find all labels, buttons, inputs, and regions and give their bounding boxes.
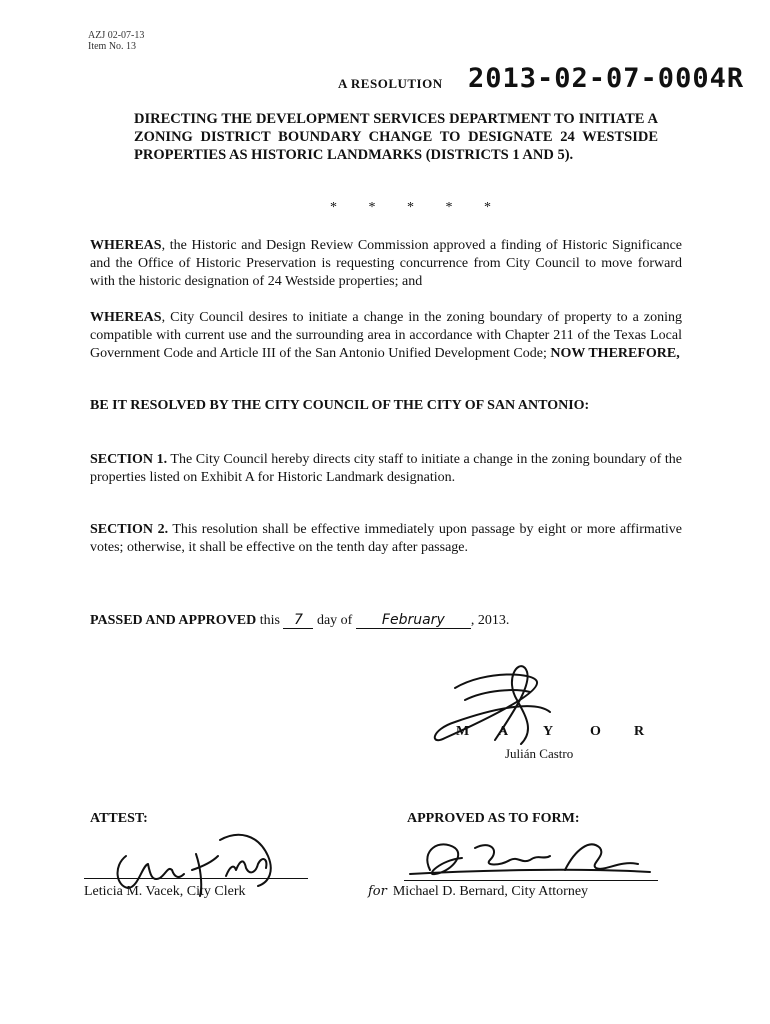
section-label: SECTION 2. — [90, 522, 169, 537]
whereas-label: WHEREAS — [90, 310, 162, 325]
section-1 — [90, 451, 682, 487]
mayor-letter: M — [456, 724, 470, 739]
attorney-name: Michael D. Bernard, City Attorney — [392, 884, 589, 899]
mayor-letter: R — [634, 724, 645, 739]
document-meta — [88, 30, 144, 52]
section-label: SECTION 1. — [90, 452, 168, 467]
mayor-letter: A — [498, 724, 509, 739]
resolution-label: A RESOLUTION — [338, 76, 443, 91]
now-therefore: NOW THEREFORE, — [550, 346, 680, 361]
item-number: Item No. 13 — [88, 41, 137, 52]
attorney-line — [368, 884, 588, 900]
mayor-letter: Y — [543, 724, 554, 739]
section-2 — [90, 521, 682, 557]
agenda-reference: AZJ 02-07-13 — [88, 30, 145, 41]
passed-year: , 2013. — [470, 613, 510, 628]
resolved-heading: BE IT RESOLVED BY THE CITY COUNCIL OF THE CITY OF SAN ANTONIO: — [90, 398, 590, 413]
section-text: This resolution shall be effective immediately upon passage by eight or more affirmative votes; otherwise, it shall be effective on the tenth day after passage. — [90, 522, 682, 555]
passed-label: PASSED AND APPROVED — [90, 613, 257, 628]
section-text: The City Council hereby directs city staff to initiate a change in the zoning boundary of the properties listed on Exhibit A for Historic Landmark designation. — [90, 452, 682, 485]
attorney-signature — [400, 830, 660, 890]
passed-approved-line — [90, 612, 509, 629]
separator-stars: * * * * * — [330, 200, 505, 215]
approved-as-to-form-label: APPROVED AS TO FORM: — [407, 811, 580, 826]
whereas-label: WHEREAS — [90, 238, 162, 253]
resolution-title: DIRECTING THE DEVELOPMENT SERVICES DEPARTMENT TO INITIATE A ZONING DISTRICT BOUNDARY CHANGE TO DESIGNATE 24 WESTSIDE PROPERTIES AS HISTORIC LANDMARKS (DISTRICTS 1 AND 5). — [134, 111, 658, 163]
month-value: February — [356, 612, 471, 629]
clerk-name: Leticia M. Vacek, City Clerk — [84, 884, 246, 899]
passed-day-of: day of — [313, 613, 353, 628]
day-value: 7 — [283, 612, 313, 629]
whereas-paragraph-2 — [90, 309, 682, 363]
mayor-name: Julián Castro — [505, 746, 574, 761]
clerk-signature-line — [84, 878, 308, 879]
whereas-text: , the Historic and Design Review Commission approved a finding of Historic Significance and the Office of Historic Preservation is requesting concurrence from City Council to move forward with the historic designation of 24 Westside properties; and — [90, 238, 682, 289]
mayor-letter: O — [590, 724, 601, 739]
attest-label: ATTEST: — [90, 811, 148, 826]
whereas-text: , City Council desires to initiate a change in the zoning boundary of property to a zoning compatible with current use and the surrounding area in accordance with Chapter 211 of the Texas Local Government Code and Article III of the San Antonio Unified Development Code; — [90, 310, 682, 361]
attorney-signature-line — [404, 880, 658, 881]
for-label: for — [368, 884, 387, 899]
resolution-number: 2013-02-07-0004R — [468, 63, 745, 94]
whereas-paragraph-1 — [90, 237, 682, 291]
passed-this: this — [256, 613, 280, 628]
